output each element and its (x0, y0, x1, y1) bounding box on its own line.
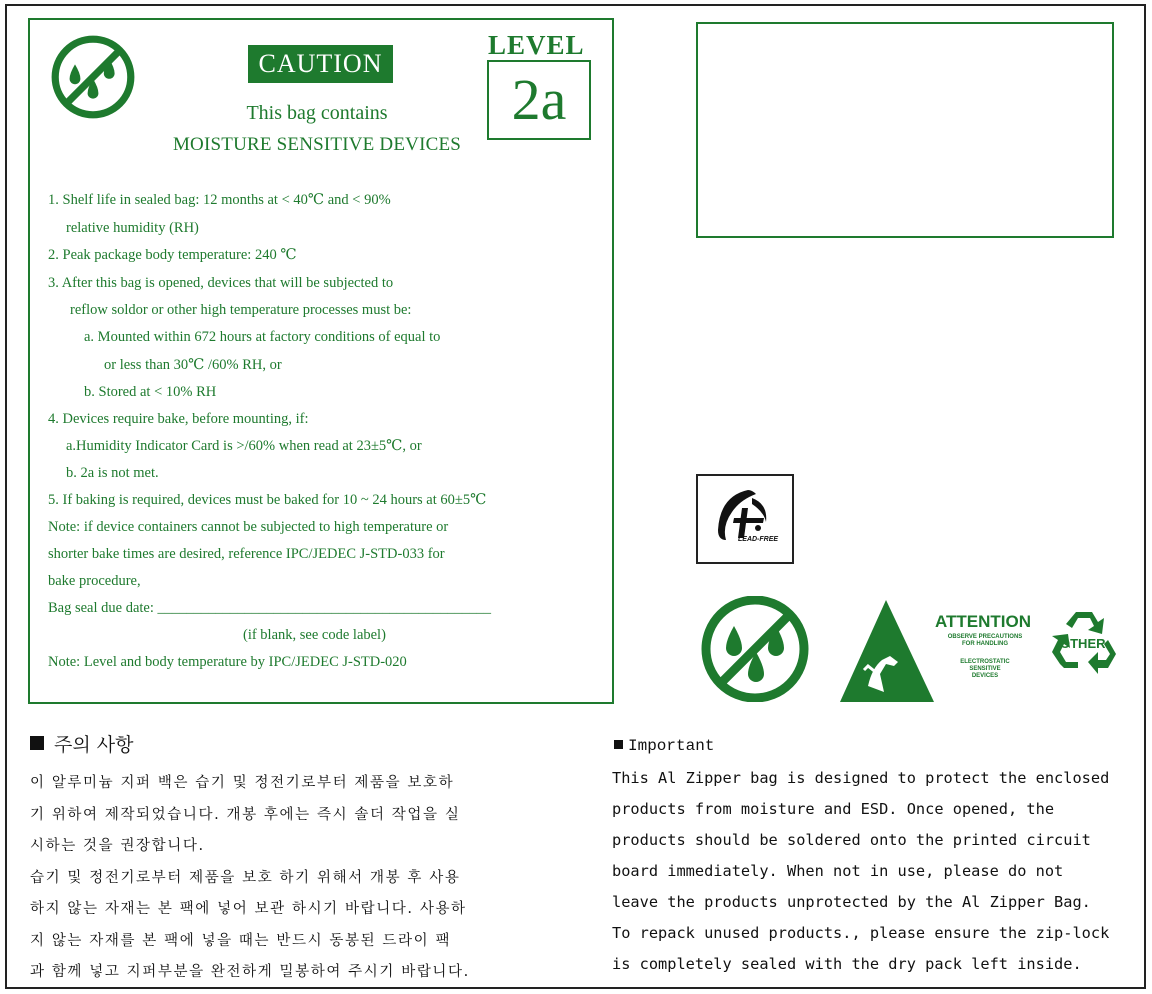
attention-sub: FOR HANDLING (962, 641, 1008, 647)
instruction-line: 1. Shelf life in sealed bag: 12 months at < 40℃ and < 90% (48, 192, 391, 208)
blank-label-area (696, 22, 1114, 238)
instruction-line: bake procedure, (48, 573, 141, 589)
instruction-line: or less than 30℃ /60% RH, or (104, 357, 282, 373)
korean-line: 기 위하여 제작되었습니다. 개봉 후에는 즉시 솔더 작업을 실 (30, 806, 461, 823)
instruction-line: a.Humidity Indicator Card is >/60% when read at 23±5℃, or (66, 438, 422, 454)
korean-line: 시하는 것을 권장합니다. (30, 838, 205, 854)
attention-sub: SENSITIVE (969, 666, 1001, 672)
english-line: This Al Zipper bag is designed to protect the enclosed (612, 769, 1110, 787)
msd-heading: MOISTURE SENSITIVE DEVICES (172, 134, 462, 155)
korean-heading (30, 730, 133, 757)
recycle-text: OTHER (1060, 636, 1106, 651)
english-line: leave the products unprotected by the Al Zipper Bag. (612, 893, 1091, 911)
instruction-line: 2. Peak package body temperature: 240 ℃ (48, 247, 297, 263)
attention-sub: DEVICES (971, 673, 999, 679)
english-line: products should be soldered onto the printed circuit (612, 831, 1091, 849)
instruction-line: Note: if device containers cannot be subjected to high temperature or (48, 519, 449, 535)
instruction-line: b. Stored at < 10% RH (84, 384, 217, 400)
no-moisture-icon (696, 596, 814, 702)
instruction-line: reflow soldor or other high temperature processes must be: (70, 302, 412, 318)
bullet-square (614, 740, 623, 749)
lead-free-logo (696, 474, 794, 564)
english-title: Important (628, 737, 715, 755)
english-line: is completely sealed with the dry pack left inside. (612, 955, 1082, 973)
attention-sub: ELECTROSTATIC (960, 659, 1010, 665)
english-body (612, 763, 1109, 980)
english-line: products from moisture and ESD. Once opened, the (612, 800, 1055, 818)
korean-body (30, 768, 570, 989)
level-word: LEVEL (488, 30, 585, 60)
instruction-line: shorter bake times are desired, reference IPC/JEDEC J-STD-033 for (48, 546, 445, 562)
caution-label (28, 18, 614, 704)
instruction-line: 5. If baking is required, devices must be baked for 10 ~ 24 hours at 60±5℃ (48, 492, 487, 508)
english-line: To repack unused products., please ensure the zip-lock (612, 924, 1110, 942)
english-line: board immediately. When not in use, please do not (612, 862, 1064, 880)
instruction-line: a. Mounted within 672 hours at factory conditions of equal to (84, 329, 441, 345)
korean-line: 하지 않는 자재는 본 팩에 넣어 보관 하시기 바랍니다. 사용하 (30, 901, 467, 917)
korean-line: 지 않는 자재를 본 팩에 넣을 때는 반드시 동봉된 드라이 팩 (30, 932, 452, 949)
korean-title: 주의 사항 (54, 734, 134, 756)
bag-seal-line: Bag seal due date: ______________________________________________ (48, 600, 492, 616)
korean-line: 이 알루미늄 지퍼 백은 습기 및 정전기로부터 제품을 보호하 (30, 775, 455, 791)
recycle-logo (1046, 604, 1122, 680)
bag-contains-text: This bag contains (246, 102, 388, 124)
instruction-line: 4. Devices require bake, before mounting, if: (48, 411, 309, 427)
instruction-line: 3. After this bag is opened, devices that will be subjected to (48, 275, 394, 291)
attention-sub: OBSERVE PRECAUTIONS (947, 634, 1023, 640)
attention-title: ATTENTION (935, 612, 1032, 631)
instruction-line: relative humidity (RH) (66, 220, 199, 236)
korean-line: 과 함께 넣고 지퍼부분을 완전하게 밀봉하여 주시기 바랍니다. (30, 964, 470, 980)
caution-badge: CAUTION (248, 45, 393, 83)
instruction-line: (if blank, see code label) (243, 627, 386, 643)
lead-free-text: LEAD-FREE (738, 536, 779, 543)
instruction-line: Note: Level and body temperature by IPC/JEDEC J-STD-020 (48, 654, 407, 670)
english-heading (614, 737, 714, 755)
bullet-square (30, 736, 44, 750)
level-value: 2a (487, 60, 591, 140)
korean-line: 습기 및 정전기로부터 제품을 보호 하기 위해서 개봉 후 사용 (30, 869, 461, 886)
instruction-line: b. 2a is not met. (66, 465, 159, 481)
